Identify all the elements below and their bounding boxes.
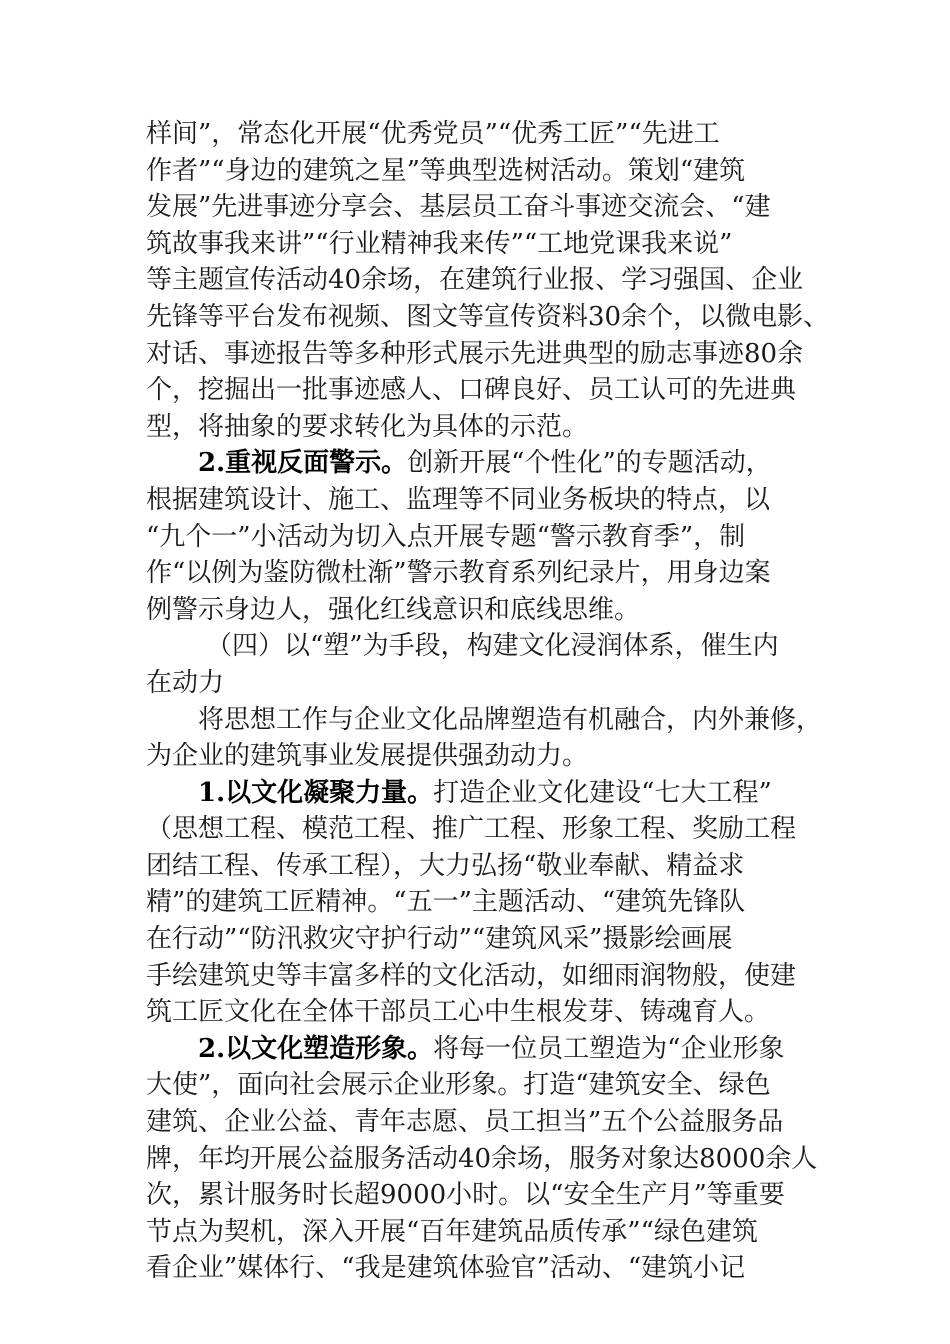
text-line: 例警示身边人，强化红线意识和底线思维。 xyxy=(146,594,641,625)
text-line: 建筑、企业公益、青年志愿、员工担当”五个公益服务品 xyxy=(146,1107,784,1138)
document-body xyxy=(146,116,830,1287)
text-line: 对话、事迹报告等多种形式展示先进典型的励志事迹80余 xyxy=(146,338,804,369)
text-line: 作者”“身边的建筑之星”等典型选树活动。策划“建筑 xyxy=(146,155,746,186)
text-line: 手绘建筑史等丰富多样的文化活动，如细雨润物般，使建 xyxy=(146,960,797,991)
item-heading-line xyxy=(146,1031,808,1068)
text-line: 先锋等平台发布视频、图文等宣传资料30余个，以微电影、 xyxy=(146,301,830,332)
text-line: 将思想工作与企业文化品牌塑造有机融合，内外兼修， xyxy=(198,704,823,735)
text-line: 发展”先进事迹分享会、基层员工奋斗事迹交流会、“建 xyxy=(146,192,771,223)
text-line: 节点为契机，深入开展“百年建筑品质传承”“绿色建筑 xyxy=(146,1216,758,1247)
text-line: 精”的建筑工匠精神。“五一”主题活动、“建筑先锋队 xyxy=(146,887,746,918)
text-line: 等主题宣传活动40余场，在建筑行业报、学习强国、企业 xyxy=(146,265,804,296)
text-line: 在行动”“防汛救灾守护行动”“建筑风采”摄影绘画展 xyxy=(146,924,733,955)
item-heading-line xyxy=(146,445,808,482)
item-heading-line xyxy=(146,775,808,812)
text-line: 个，挖掘出一批事迹感人、口碑良好、员工认可的先进典 xyxy=(146,375,797,406)
text-run: 打造企业文化建设“七大工程” xyxy=(433,777,772,808)
text-line: 团结工程、传承工程），大力弘扬“敬业奉献、精益求 xyxy=(146,850,745,881)
item-heading-culture-strength: 1.以文化凝聚力量。 xyxy=(198,777,434,808)
text-line: 牌，年均开展公益服务活动40余场，服务对象达8000余人 xyxy=(146,1143,818,1174)
text-line: 根据建筑设计、施工、监理等不同业务板块的特点，以 xyxy=(146,484,771,515)
text-line: 为企业的建筑事业发展提供强劲动力。 xyxy=(146,741,589,772)
text-line: 筑故事我来讲”“行业精神我来传”“工地党课我来说” xyxy=(146,228,733,259)
text-line: 样间”，常态化开展“优秀党员”“优秀工匠”“先进工 xyxy=(146,119,720,149)
text-line: 次，累计服务时长超9000小时。以“安全生产月”等重要 xyxy=(146,1180,785,1211)
text-run: 将每一位员工塑造为“企业形象 xyxy=(433,1033,785,1064)
text-line: 看企业”媒体行、“我是建筑体验官”活动、“建筑小记 xyxy=(146,1253,746,1284)
section-heading-cont: 在动力 xyxy=(146,667,225,698)
section-heading: （四）以“塑”为手段，构建文化浸润体系，催生内 xyxy=(206,631,779,662)
text-line: 作“以例为鉴防微杜渐”警示教育系列纪录片，用身边案 xyxy=(146,558,771,589)
text-line: （思想工程、模范工程、推广工程、形象工程、奖励工程 xyxy=(146,814,797,845)
text-line: 大使”，面向社会展示企业形象。打造“建筑安全、绿色 xyxy=(146,1070,771,1101)
text-line: “九个一”小活动为切入点开展专题“警示教育季”，制 xyxy=(146,521,746,552)
text-run: 创新开展“个性化”的专题活动， xyxy=(407,448,772,479)
item-heading-culture-image: 2.以文化塑造形象。 xyxy=(198,1033,434,1064)
text-line: 筑工匠文化在全体干部员工心中生根发芽、铸魂育人。 xyxy=(146,997,771,1028)
text-line: 型，将抽象的要求转化为具体的示范。 xyxy=(146,411,589,442)
item-heading-warning: 2.重视反面警示。 xyxy=(198,448,408,479)
